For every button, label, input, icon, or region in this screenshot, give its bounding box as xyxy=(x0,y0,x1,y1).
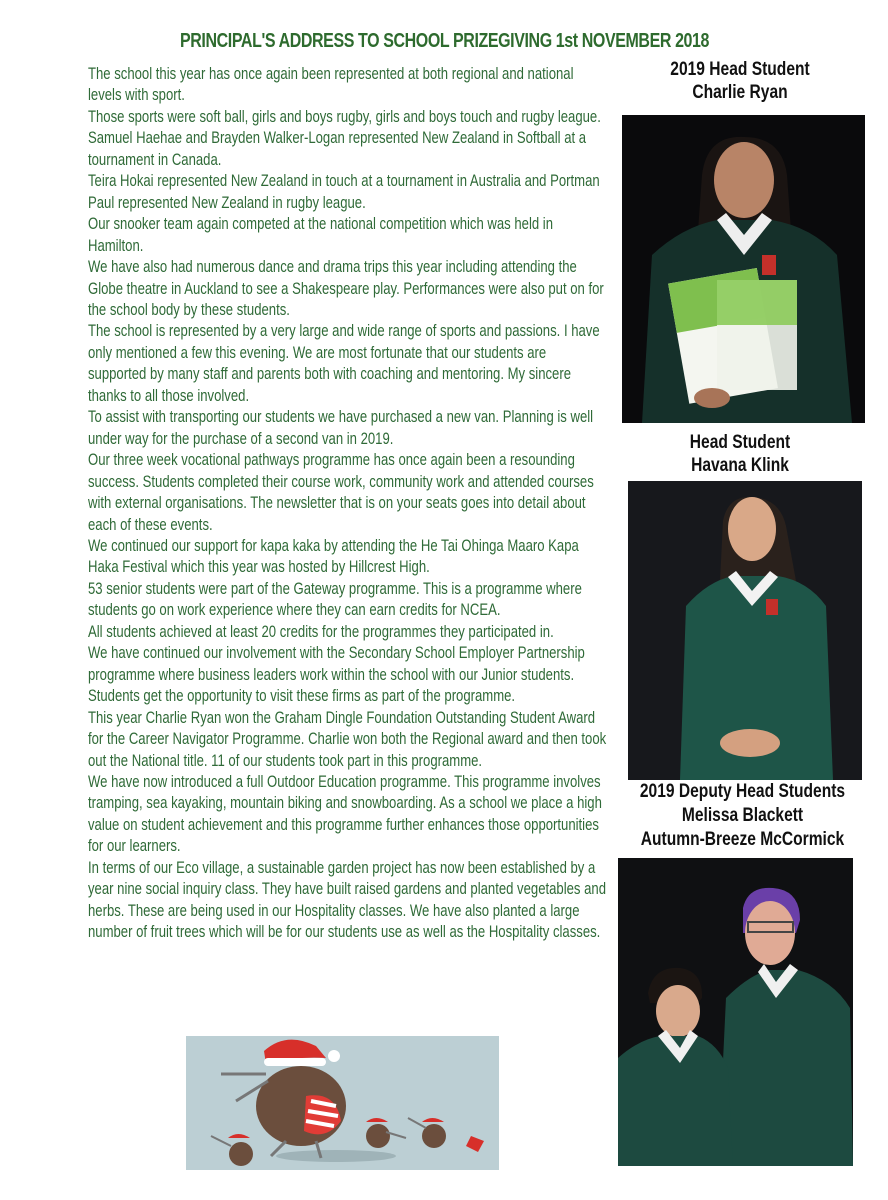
paragraph: In terms of our Eco village, a sustainable garden project has now been established by a year nine social inquiry class. They have built raised gardens and planted vegetables and herbs. These are being used in our Hospitality classes. We have also planted a large number of fruit trees which will be for our students use as well as the Hospitality classes. xyxy=(88,858,607,942)
caption-role: Head Student xyxy=(689,432,791,453)
caption-name: Melissa Blackett xyxy=(681,805,804,826)
photo-charlie-ryan xyxy=(622,115,865,423)
paragraph: The school is represented by a very large and wide range of sports and passions. I have only mentioned a few this evening. We are most fortunate that our students are supported by many staff and parents both with coaching and mentoring. My sincere thanks to all those involved. xyxy=(88,322,600,405)
paragraph: Samuel Haehae and Brayden Walker-Logan represented New Zealand in Softball at a tournament in Canada. xyxy=(88,129,587,169)
address-body xyxy=(88,64,606,944)
caption-2019-head-student xyxy=(625,58,855,104)
photo-havana-klink xyxy=(628,481,862,780)
paragraph: The school this year has once again been represented at both regional and national levels with sport. xyxy=(88,65,574,105)
caption-2019-deputy-head-students xyxy=(617,780,867,852)
paragraph: Those sports were soft ball, girls and boys rugby, girls and boys touch and rugby league. xyxy=(88,107,601,126)
paragraph: We have also had numerous dance and drama trips this year including attending the Globe theatre in Auckland to see a Shakespeare play. Performances were also put on for the school body by these students. xyxy=(88,258,604,319)
caption-role: 2019 Head Student xyxy=(670,59,810,80)
caption-name: Havana Klink xyxy=(691,455,789,476)
kiwi-christmas-illustration xyxy=(186,1036,499,1170)
paragraph: Teira Hokai represented New Zealand in touch at a tournament in Australia and Portman Paul represented New Zealand in rugby league. xyxy=(88,172,600,212)
paragraph: All students achieved at least 20 credits for the programmes they participated in. xyxy=(88,622,554,641)
paragraph: We continued our support for kapa kaka by attending the He Tai Ohinga Maaro Kapa Haka Festival which this year was hosted by Hillcrest High. xyxy=(88,536,579,577)
paragraph: To assist with transporting our students we have purchased a new van. Planning is well under way for the purchase of a second van in 2019. xyxy=(88,408,594,448)
photo-deputy-head-students xyxy=(618,858,853,1166)
paragraph: 53 senior students were part of the Gateway programme. This is a programme where students go on work experience where they can earn credits for NCEA. xyxy=(88,579,582,620)
paragraph: We have continued our involvement with the Secondary School Employer Partnership programme where business leaders work within the school with our Junior students. Students get the opportunity to visit these firms as part of the programme. xyxy=(88,644,585,706)
page-title: PRINCIPAL'S ADDRESS TO SCHOOL PRIZEGIVING 1st NOVEMBER 2018 xyxy=(180,30,710,52)
caption-role: 2019 Deputy Head Students xyxy=(639,781,846,802)
paragraph: We have now introduced a full Outdoor Education programme. This programme involves tramping, sea kayaking, mountain biking and snowboarding. As a school we place a high value on student achievement and this programme further enhances those opportunities for our learners. xyxy=(88,772,602,856)
paragraph: Our snooker team again competed at the national competition which was held in Hamilton. xyxy=(88,215,554,255)
caption-name: Charlie Ryan xyxy=(692,82,788,103)
paragraph: Our three week vocational pathways programme has once again been a resounding success. Students completed their course work, community work and attended courses with external organisations. The newsletter that is on your seats goes into detail about each of these events. xyxy=(88,451,594,534)
caption-head-student xyxy=(625,431,855,477)
paragraph: This year Charlie Ryan won the Graham Dingle Foundation Outstanding Student Award for the Career Navigator Programme. Charlie won both the Regional award and then took out the National title. 11 of our students took part in this programme. xyxy=(88,708,607,770)
caption-name: Autumn-Breeze McCormick xyxy=(640,829,845,850)
